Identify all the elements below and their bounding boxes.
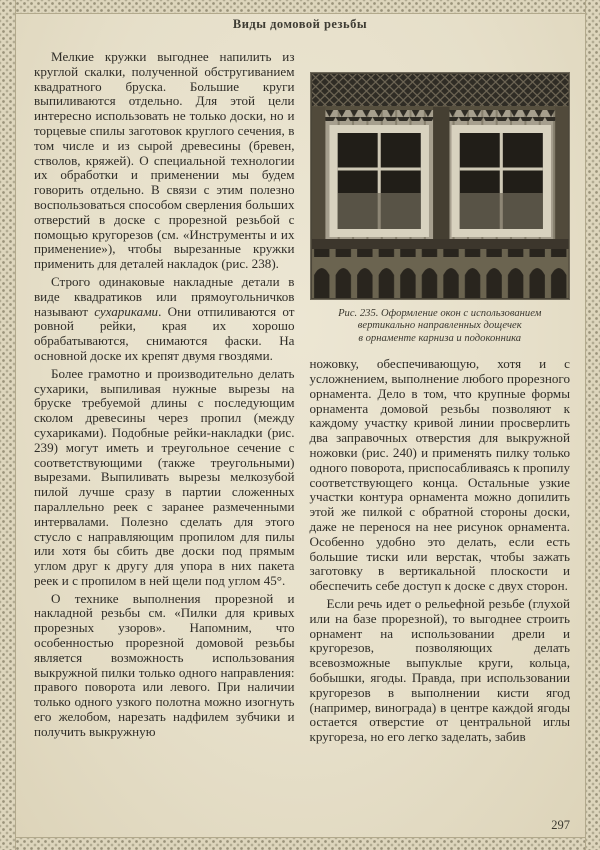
ornamental-border-right (585, 0, 600, 850)
paragraph-right-1: ножовку, обеспечивающую, хотя и с усложнением, выполнение любого прорезного орнамента. Дело в том, что крупные формы орнамента домовой резьбы позволяют к каждому участку кривой линии просверлить два заправочных отверстия для выкружной ножовки (рис. 240) и применять пилку только одного поворота, приспосабливаясь к пропилу соответствующего конца. Остальные узкие участки контура орнамента можно допилить этой же пилкой с обратной стороны доски, даже не перенося на нее рисунок орнамента. Особенно удобно это делать, если есть большие тиски или верстак, чтобы зажать заготовку в вертикальной плоскости и обеспечить себе доступ к доске с двух сторон. (309, 356, 570, 594)
ornamental-border-bottom (0, 837, 600, 850)
paragraph-right-2: Если речь идет о рельефной резьбе (глухой или на базе прорезной), то выгоднее строить орнамент на использовании дрели и кругорезов, позволяющих делать всевозможные выпуклые круги, кольца, бобышки, ягоды. Правда, при использовании кругорезов в выполнении кисти ягод (например, винограда) в центре каждой ягоды остается отверстие от центральной иглы кругореза, но его легко заделать, забив (309, 595, 570, 745)
figure-caption (310, 308, 571, 345)
figure-caption-line-1: Рис. 235. Оформление окон с использованием (338, 308, 542, 319)
running-header: Виды домовой резьбы (232, 17, 368, 31)
paragraph-left-3: Более грамотно и производительно делать сухарики, выпиливая нужные вырезы на бруске требуемой длины с последующим сколом древесины через пропил (между сухариками). Подобные рейки-накладки (рис. 239) могут иметь и треугольное сечение с соответствующими (также треугольными) вырезами. Выпиливать вырезы мелкозубой пилой лучше сразу в партии сложенных параллельно реек с заранее размеченными интервалами. Полезно сделать для этого стусло с направляющим пропилом для пилы или хотя бы сбить две доски под прямым углом друг к другу для упора в них пакета реек и с пропилом в ней щели под углом 45°. (34, 365, 295, 588)
paragraph-left-2 (34, 275, 295, 364)
right-column (310, 50, 571, 818)
page-number: 297 (551, 818, 570, 832)
paragraph-left-2-after: . Они отпиливаются от ровной рейки, края их хорошо обрабатываются, снимаются фаски. На основной доске их крепят двумя гвоздями. (34, 303, 295, 363)
paragraph-left-1: Мелкие кружки выгоднее напилить из круглой скалки, полученной обстругиванием квадратного бруска. Большие круги выпиливаются отдельно. Для этой цели интересно использовать не только доски, но и торцевые спилы заготовок круглого сечения, в том числе и из сырой древесины (бревен, стволов, кряжей). О специальной технологии их обработки и применении мы будем говорить отдельно. В связи с этим полезно воспользоваться способом сверления больших отверстий в доске с прорезной резьбой с помощью кругорезов (см. «Инструменты и их применение»), чтобы вырезанные кружки применить для деталей накладок (рис. 238). (34, 50, 295, 272)
left-column (34, 50, 295, 818)
ornamental-border-top (0, 0, 600, 14)
page-content (34, 50, 570, 818)
paragraph-left-4: О технике выполнения прорезной и накладной резьбы см. «Пилки для кривых прорезных узоров». Напомним, что особенностью прорезной домовой резьбы является возможность использования выкружной пилки только одного направления: правого поворота или левого. При наличии только одного узкого полотна можно изогнуть его желобом, нарезать надфилем зубчики и получить выкружную (34, 590, 295, 739)
ornamental-border-left (0, 0, 16, 850)
paragraph-left-2-before: Строго одинаковые накладные детали в виде квадратиков или прямоугольничков называют (34, 273, 295, 319)
figure-caption-line-3: в орнаменте карниза и подоконника (358, 332, 522, 344)
carved-window-photo (311, 73, 570, 299)
figure-window-photo (310, 72, 571, 300)
figure-caption-line-2: вертикально направленных дощечек (357, 320, 522, 332)
term-suhariki: сухариками (94, 303, 159, 319)
